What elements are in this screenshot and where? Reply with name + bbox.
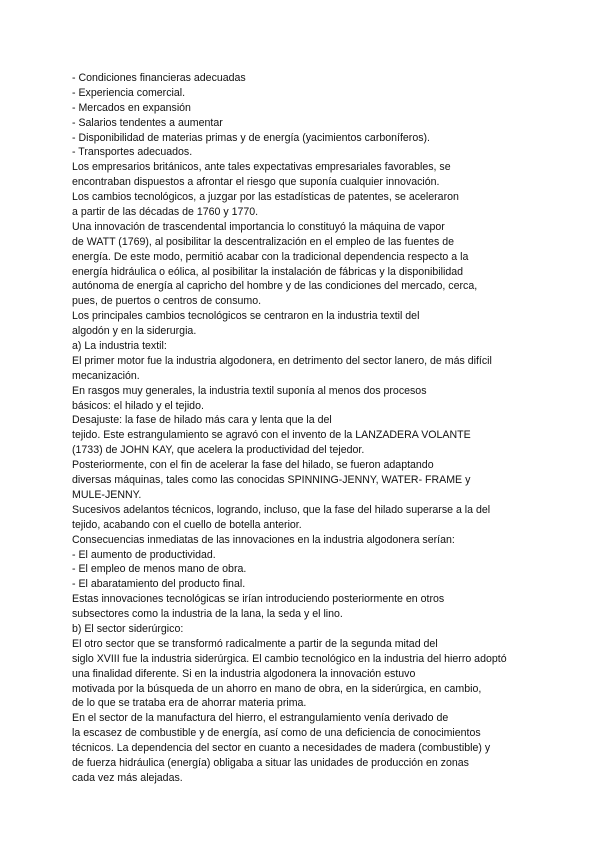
text-line: - El abaratamiento del producto final. — [72, 578, 246, 591]
text-line: autónoma de energía al capricho del hombre y de las condiciones del mercado, cerca, — [72, 280, 478, 293]
text-line: encontraban dispuestos a afrontar el riesgo que suponía cualquier innovación. — [72, 176, 440, 189]
text-line: MULE-JENNY. — [72, 488, 142, 501]
text-line: técnicos. La dependencia del sector en cuanto a necesidades de madera (combustible) y — [72, 742, 491, 755]
text-line: básicos: el hilado y el tejido. — [72, 399, 204, 412]
text-line: Consecuencias inmediatas de las innovaciones en la industria algodonera serían: — [72, 533, 455, 546]
text-line: siglo XVIII fue la industria siderúrgica. El cambio tecnológico en la industria del hierro adoptó — [72, 652, 507, 665]
text-line: motivada por la búsqueda de un ahorro en mano de obra, en la siderúrgica, en cambio, — [72, 682, 482, 695]
text-line: la escasez de combustible y de energía, así como de una deficiencia de conocimientos — [72, 727, 481, 740]
text-line: a) La industria textil: — [72, 340, 167, 353]
text-line: una finalidad diferente. Si en la industria algodonera la innovación estuvo — [72, 667, 416, 680]
text-line: algodón y en la siderurgia. — [72, 325, 197, 338]
text-line: En el sector de la manufactura del hierro, el estrangulamiento venía derivado de — [72, 712, 449, 725]
text-line: Los cambios tecnológicos, a juzgar por las estadísticas de patentes, se aceleraron — [72, 191, 459, 204]
text-line: - El aumento de productividad. — [72, 548, 216, 561]
text-line: - El empleo de menos mano de obra. — [72, 563, 247, 576]
text-line: - Transportes adecuados. — [72, 146, 193, 159]
body-text — [72, 71, 542, 786]
text-line: El primer motor fue la industria algodonera, en detrimento del sector lanero, de más difícil — [72, 354, 492, 367]
text-line: Los empresarios británicos, ante tales expectativas empresariales favorables, se — [72, 161, 451, 174]
text-line: tejido. Este estrangulamiento se agravó con el invento de la LANZADERA VOLANTE — [72, 429, 471, 442]
text-line: mecanización. — [72, 369, 140, 382]
text-line: Estas innovaciones tecnológicas se irían introduciendo posteriormente en otros — [72, 593, 445, 606]
text-line: energía. De este modo, permitió acabar con la tradicional dependencia respecto a la — [72, 250, 469, 263]
text-line: En rasgos muy generales, la industria textil suponía al menos dos procesos — [72, 384, 427, 397]
text-line: subsectores como la industria de la lana, la seda y el lino. — [72, 608, 343, 621]
text-line: (1733) de JOHN KAY, que acelera la productividad del tejedor. — [72, 444, 365, 457]
text-line: de fuerza hidráulica (energía) obligaba a situar las unidades de producción en zonas — [72, 756, 469, 769]
text-line: - Disponibilidad de materias primas y de energía (yacimientos carboníferos). — [72, 131, 430, 144]
text-line: pues, de puertos o centros de consumo. — [72, 295, 262, 308]
text-line: - Experiencia comercial. — [72, 86, 186, 99]
text-line: de lo que se trataba era de ahorrar materia prima. — [72, 697, 307, 710]
text-line: energía hidráulica o eólica, al posibilitar la instalación de fábricas y la disponibilidad — [72, 265, 464, 278]
text-line: tejido, acabando con el cuello de botella anterior. — [72, 518, 302, 531]
text-line: El otro sector que se transformó radicalmente a partir de la segunda mitad del — [72, 637, 438, 650]
text-line: - Condiciones financieras adecuadas — [72, 72, 246, 84]
text-line: - Mercados en expansión — [72, 101, 191, 114]
text-line: cada vez más alejadas. — [72, 771, 183, 784]
text-line: b) El sector siderúrgico: — [72, 622, 184, 635]
text-line: Posteriormente, con el fin de acelerar la fase del hilado, se fueron adaptando — [72, 459, 434, 472]
text-line: - Salarios tendentes a aumentar — [72, 116, 223, 129]
text-line: diversas máquinas, tales como las conocidas SPINNING-JENNY, WATER- FRAME y — [72, 474, 471, 487]
text-line: Una innovación de trascendental importancia lo constituyó la máquina de vapor — [72, 220, 445, 233]
text-line: a partir de las décadas de 1760 y 1770. — [72, 206, 259, 219]
text-line: Los principales cambios tecnológicos se centraron en la industria textil del — [72, 310, 420, 323]
text-line: de WATT (1769), al posibilitar la descentralización en el empleo de las fuentes de — [72, 235, 454, 248]
text-line: Desajuste: la fase de hilado más cara y lenta que la del — [72, 414, 332, 427]
text-line: Sucesivos adelantos técnicos, logrando, incluso, que la fase del hilado superarse a la del — [72, 503, 491, 516]
